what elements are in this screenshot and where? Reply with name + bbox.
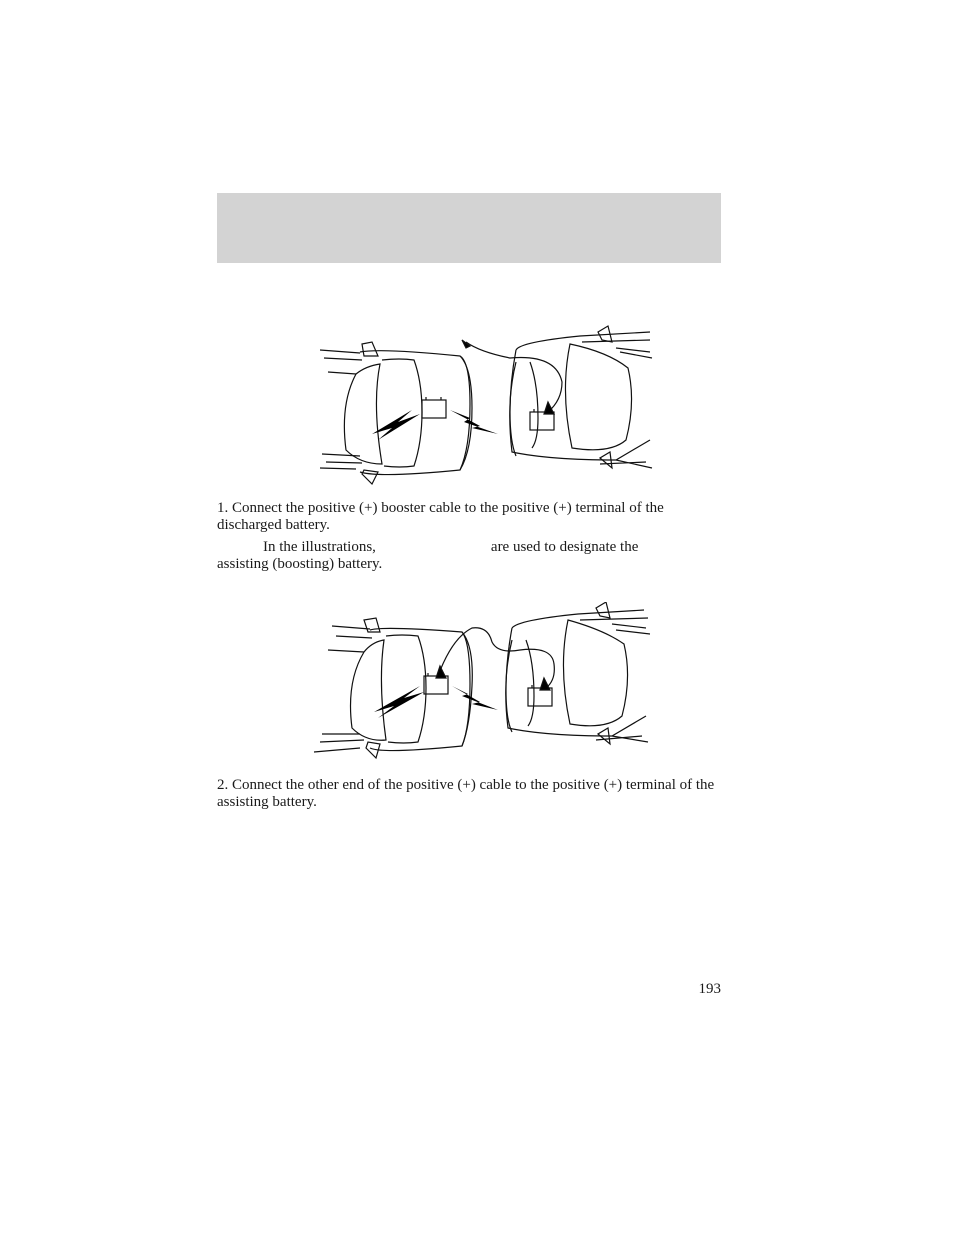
step2-paragraph: 2. Connect the other end of the positive (+) cable to the positive (+) terminal of the assisting battery. <box>217 777 715 810</box>
discharged-vehicle <box>320 342 498 484</box>
step1-paragraph: 1. Connect the positive (+) booster cable to the positive (+) terminal of the discharged battery. <box>217 500 664 533</box>
assisting-vehicle <box>462 326 652 468</box>
lightning-bolt-icon <box>450 410 498 434</box>
section-header-band <box>217 193 721 263</box>
note-text-part1: In the illustrations, <box>263 539 376 555</box>
lightning-bolt-icon <box>452 686 498 710</box>
note-text-part3: assisting (boosting) battery. <box>217 556 383 572</box>
discharged-vehicle <box>314 618 498 758</box>
page-number: 193 <box>698 981 721 997</box>
jump-start-illustration-step2 <box>312 602 656 762</box>
jump-start-illustration-step1 <box>320 322 660 492</box>
note-text-part2: are used to designate the <box>490 539 639 555</box>
note-paragraph <box>217 539 721 573</box>
lightning-bolt-icon <box>372 410 420 440</box>
